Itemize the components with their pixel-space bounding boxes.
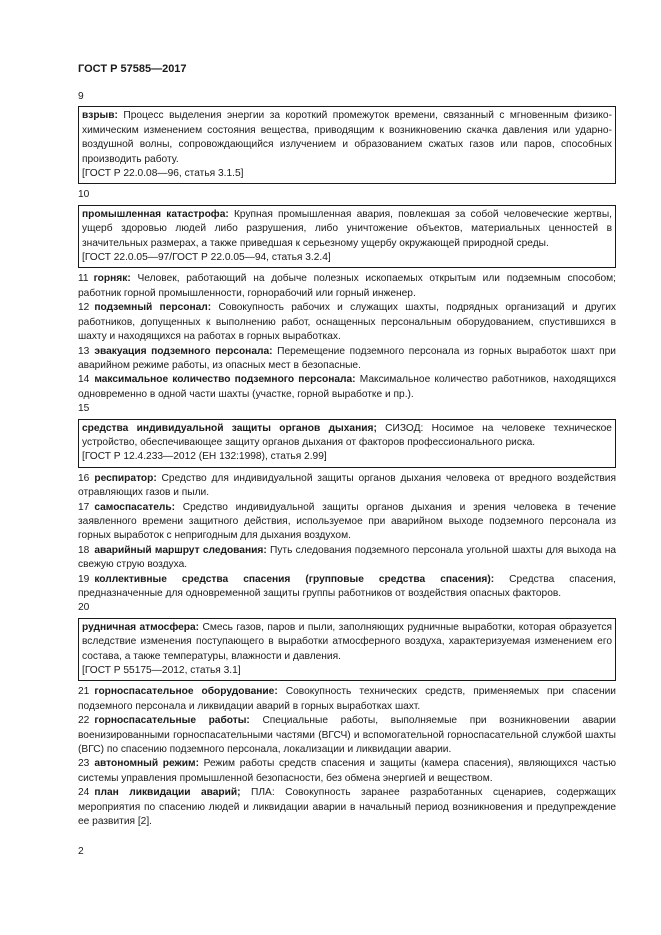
definition-entry: 11 горняк: Человек, работающий на добыче полезных ископаемых открытым или подземным способом; работник горной промышленности, горнорабочий или горный инженер.	[78, 273, 616, 299]
document-body	[78, 90, 616, 830]
definition: Крупная промышленная авария, повлекшая за собой человеческие жертвы, ущерб здоровью людей либо разрушения, либо уничтожение объектов, материальных ценностей в значительных размерах, а также приведшая к серьезному ущербу окружающей природной среды.	[82, 208, 612, 249]
term: средства индивидуальной защиты органов дыхания;	[82, 422, 377, 434]
page-header-standard-id: ГОСТ Р 57585—2017	[78, 63, 187, 75]
source-reference: [ГОСТ Р 55175—2012, статья 3.1]	[82, 665, 241, 677]
entry-number: 9	[78, 91, 84, 102]
definition-entry: 17 самоспасатель: Средство индивидуальной защиты органов дыхания и зрения человека в течение заявленного времени защитного действия, используемое при аварийном выходе подземного персонала из горных выработок с непригодным для дыхания воздухом.	[78, 501, 616, 542]
definition-entry: 22 горноспасательные работы: Специальные работы, выполняемые при возникновении аварии военизированными горноспасательными частями (ВГСЧ) и вспомогательной горноспасательной службой шахты (ВГС) по спасению подземного персонала, локализации и ликвидации аварии.	[78, 715, 616, 756]
source-reference: [ГОСТ Р 12.4.233—2012 (ЕН 132:1998), статья 2.99]	[82, 451, 327, 463]
source-reference: [ГОСТ Р 22.0.08—96, статья 3.1.5]	[82, 168, 244, 180]
term: промышленная катастрофа:	[82, 208, 229, 220]
definition: СИЗОД: Носимое на человеке техническое устройство, обеспечивающее защиту органов дыхания от факторов профессионального риска.	[82, 422, 612, 448]
definition-entry: 24 план ликвидации аварий; ПЛА: Совокупность заранее разработанных сценариев, содержащих мероприятия по спасению людей и ликвидации аварии в начальный период возникновения и предупреждение ее развития [2].	[78, 787, 616, 828]
definition-entry: 12 подземный персонал: Совокупность рабочих и служащих шахты, подрядных организаций и других работников, допущенных к выполнению работ, оснащенных персональным оборудованием, спустившихся в шахту и находящихся на работах в горных выработках.	[78, 302, 617, 343]
boxed-definition	[78, 419, 616, 468]
entry-number: 15	[78, 403, 90, 415]
entry-number: 20	[78, 602, 90, 614]
page-number: 2	[78, 846, 84, 857]
definition-entry: 13 эвакуация подземного персонала: Перемещение подземного персонала из горных выработок шахт при аварийном режиме работы, из опасных мест в безопасные.	[78, 345, 616, 371]
definition-entry: 16 респиратор: Средство для индивидуальной защиты органов дыхания человека от вредного воздействия отравляющих газов и пыли.	[78, 472, 616, 499]
boxed-definition	[78, 106, 616, 184]
boxed-definition	[78, 205, 616, 269]
definition: Процесс выделения энергии за короткий промежуток времени, связанный с мгновенным физико-химическим изменением состояния вещества, приводящим к возникновению скачка давления или ударно-воздушной волны, сопровождающийся излучением и образованием сжатых газов или паров, способных производить работу.	[82, 110, 612, 165]
definition-entry: 18 аварийный маршрут следования: Путь следования подземного персонала угольной шахты для выхода на свежую струю воздуха.	[78, 544, 616, 571]
term: взрыв:	[82, 110, 118, 122]
entry-number: 10	[78, 189, 90, 201]
boxed-definition	[78, 618, 616, 682]
source-reference: [ГОСТ 22.0.05—97/ГОСТ Р 22.0.05—94, статья 3.2.4]	[82, 252, 331, 264]
definition-entry: 21 горноспасательное оборудование: Совокупность технических средств, применяемых при спасении подземного персонала и ликвидации аварий в горных выработках шахт.	[78, 686, 616, 712]
definition-entry: 19 коллективные средства спасения (групповые средства спасения): Средства спасения, предназначенные для одновременной защиты группы работников от воздействия опасных факторов.	[78, 573, 616, 599]
term: рудничная атмосфера:	[82, 621, 200, 633]
definition-entry: 23 автономный режим: Режим работы средств спасения и защиты (камера спасения), являющихся частью системы управления промышленной безопасности, без обмена энергией и веществом.	[78, 758, 616, 784]
definition-entry: 14 максимальное количество подземного персонала: Максимальное количество работников, находящихся одновременно в одной части шахты (участке, горной выработке и пр.).	[78, 374, 616, 400]
definition: Смесь газов, паров и пыли, заполняющих рудничные выработки, которая образуется вследствие изменения поступающего в выработки атмосферного воздуха, характеризуемая изменением его состава, а также температуры, влажности и давления.	[82, 621, 612, 662]
